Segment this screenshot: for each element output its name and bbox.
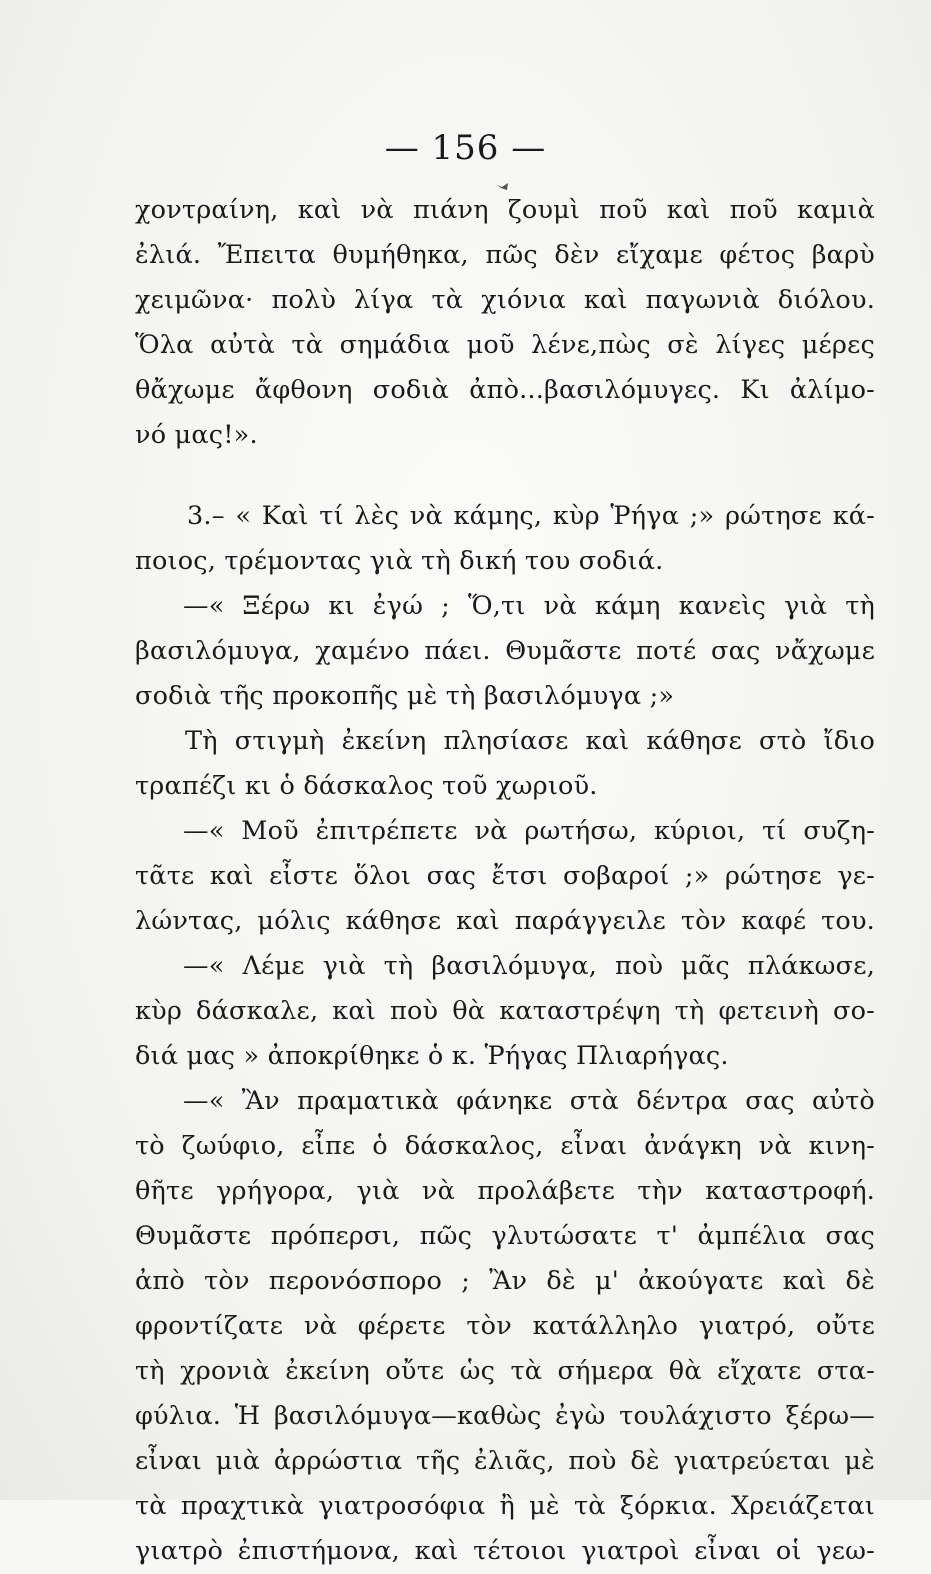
page-number: — 156 —: [384, 128, 547, 168]
paragraph-gap: [135, 458, 875, 494]
body-text: [135, 188, 875, 1574]
text-line: τὴ χρονιὰ ἐκείνη οὔτε ὡς τὰ σήμερα θὰ εἴχατε στα-: [135, 1356, 875, 1386]
text-line: χειμῶνα· πολὺ λίγα τὰ χιόνια καὶ παγωνιὰ διόλου.: [135, 285, 875, 315]
text-line: χοντραίνη, καὶ νὰ πιάνη ζουμὶ ποῦ καὶ ποῦ καμιὰ: [135, 195, 875, 225]
text-line: λώντας, μόλις κάθησε καὶ παράγγειλε τὸν καφέ του.: [135, 906, 875, 936]
text-line: τᾶτε καὶ εἶστε ὅλοι σας ἔτσι σοβαροί ;» ρώτησε γε-: [135, 861, 875, 891]
text-line: κὺρ δάσκαλε, καὶ ποὺ θὰ καταστρέψη τὴ φετεινὴ σο-: [135, 996, 875, 1026]
text-line: διά μας » ἀποκρίθηκε ὁ κ. Ῥήγας Πλιαρήγας.: [135, 1041, 729, 1071]
text-line: σοδιὰ τῆς προκοπῆς μὲ τὴ βασιλόμυγα ;»: [135, 681, 675, 711]
text-line: θῆτε γρήγορα, γιὰ νὰ προλάβετε τὴν καταστροφή.: [135, 1176, 875, 1206]
text-line: φροντίζατε νὰ φέρετε τὸν κατάλληλο γιατρό, οὔτε: [135, 1311, 875, 1341]
text-line: γιατρὸ ἐπιστήμονα, καὶ τέτοιοι γιατροὶ εἶναι οἱ γεω-: [135, 1536, 875, 1566]
text-line: θἄχωμε ἄφθονη σοδιὰ ἀπὸ...βασιλόμυγες. Κι ἀλίμο-: [135, 375, 875, 405]
text-line: τραπέζι κι ὁ δάσκαλος τοῦ χωριοῦ.: [135, 771, 598, 801]
text-line: Θυμᾶστε πρόπερσι, πῶς γλυτώσατε τ' ἀμπέλια σας: [135, 1221, 875, 1251]
text-line: φύλια. Ἡ βασιλόμυγα—καθὼς ἐγὼ τουλάχιστο ξέρω—: [135, 1401, 875, 1431]
text-line: —« Μοῦ ἐπιτρέπετε νὰ ρωτήσω, κύριοι, τί συζη-: [183, 816, 875, 846]
text-line: —« Ξέρω κι ἐγώ ; Ὅ,τι νὰ κάμη κανεὶς γιὰ τὴ: [183, 591, 875, 621]
text-line: Τὴ στιγμὴ ἐκείνη πλησίασε καὶ κάθησε στὸ ἴδιο: [185, 726, 875, 756]
text-line: βασιλόμυγα, χαμένο πάει. Θυμᾶστε ποτέ σας νἄχωμε: [135, 636, 875, 666]
text-line: ποιος, τρέμοντας γιὰ τὴ δική του σοδιά.: [135, 546, 664, 576]
text-line: τὰ πραχτικὰ γιατροσόφια ἢ μὲ τὰ ξόρκια. Χρειάζεται: [135, 1491, 875, 1521]
text-line: ἀπὸ τὸν περονόσπορο ; Ἂν δὲ μ' ἀκούγατε καὶ δὲ: [135, 1266, 875, 1296]
text-line: νό μας!».: [135, 420, 258, 450]
text-line: εἶναι μιὰ ἀρρώστια τῆς ἐλιᾶς, ποὺ δὲ γιατρεύεται μὲ: [135, 1446, 875, 1476]
text-line: Ὅλα αὐτὰ τὰ σημάδια μοῦ λένε,πὼς σὲ λίγες μέρες: [135, 330, 875, 360]
text-line: τὸ ζωύφιο, εἶπε ὁ δάσκαλος, εἶναι ἀνάγκη νὰ κινη-: [135, 1131, 875, 1161]
text-line: —« Λέμε γιὰ τὴ βασιλόμυγα, ποὺ μᾶς πλάκωσε,: [183, 951, 875, 981]
text-line: 3.– « Καὶ τί λὲς νὰ κάμης, κὺρ Ῥήγα ;» ρώτησε κά-: [187, 501, 875, 531]
text-line: —« Ἂν πραματικὰ φάνηκε στὰ δέντρα σας αὐτὸ: [183, 1086, 875, 1116]
text-line: ἐλιά. Ἔπειτα θυμήθηκα, πῶς δὲν εἴχαμε φέτος βαρὺ: [135, 240, 875, 270]
